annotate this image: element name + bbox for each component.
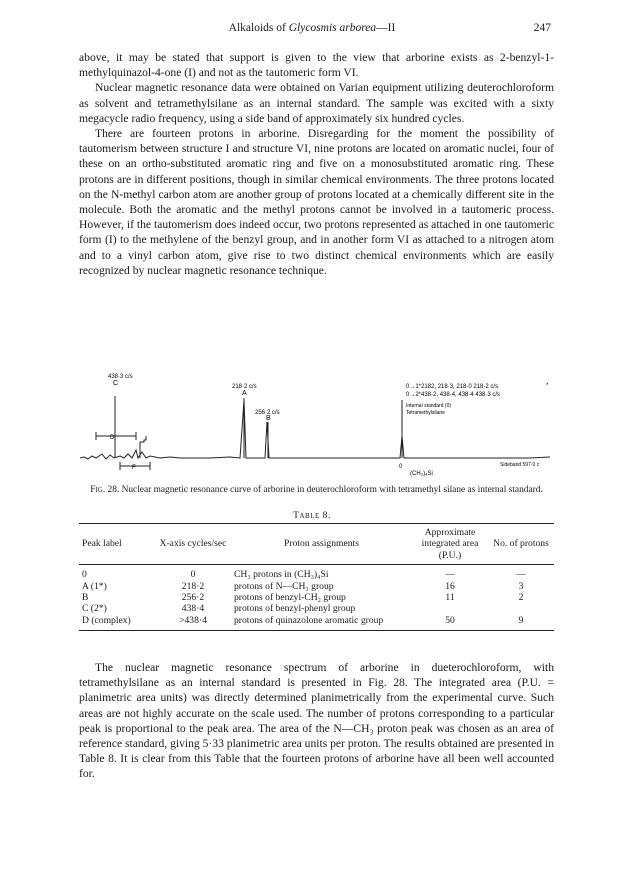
running-title: Alkaloids of Glycosmis arborea—II: [228, 22, 396, 34]
f-label: F: [132, 465, 136, 471]
legend-line-2: 0→2*438·2, 438·4, 438·4 438·3 c/s: [406, 392, 501, 398]
body-text-top: [79, 50, 554, 278]
header-proton-assignments: Proton assignments: [231, 524, 412, 565]
peak-c-letter: C: [113, 380, 119, 387]
d-bracket: [96, 432, 136, 440]
zero-label: 0: [399, 464, 403, 470]
paragraph: above, it may be stated that support is given to the view that arborine exists as 2-benzyl-1-methylquinazol-4-one (I) and not as the tautomeric form VI.: [79, 51, 554, 80]
table-title: Table 8.: [293, 510, 331, 521]
legend-line-1: 0→1*2182, 218·3, 218·0 218·2 c/s: [406, 384, 499, 390]
table-row: C (2*) 438·4 protons of benzyl-phenyl group: [82, 603, 356, 615]
internal-standard-label: Internal standard (0): [406, 403, 452, 409]
caption-text: Nuclear magnetic resonance curve of arborine in deuterochloroform with tetramethyl silane as internal standard.: [121, 485, 543, 495]
peak-a-label: 218·2 c/s: [232, 384, 257, 390]
peak-b-letter: B: [266, 415, 271, 422]
paragraph: Nuclear magnetic resonance data were obtained on Varian equipment utilizing deuterochloroform as solvent and tetramethylsilane as an internal standard. The sample was excited with a sixty megacycle radio frequency, using a side band of approximately six hundred cycles.: [79, 81, 554, 125]
integral-trace: [140, 436, 146, 458]
peak-b-label: 256·2 c/s: [255, 410, 280, 416]
nmr-spectrum-plot: [80, 370, 555, 482]
spectrum-baseline: [80, 400, 550, 459]
sideband-label: Sideband 597·0 c: [500, 462, 540, 468]
d-label: D: [110, 435, 115, 441]
table-header-row: [79, 524, 554, 565]
legend-mark: *: [546, 383, 549, 389]
body-text-bottom: [79, 660, 554, 782]
table-row: B 256·2 protons of benzyl-CH₂ group 11 2: [82, 592, 524, 604]
table-row: D (complex) >438·4 protons of quinazolone aromatic group 50 9: [79, 615, 554, 631]
page-number: 247: [533, 22, 551, 34]
proton-assignment-table: [79, 523, 554, 631]
header-x-axis: X-axis cycles/sec: [155, 524, 231, 565]
caption-label: Fig. 28.: [90, 485, 120, 495]
paragraph: The nuclear magnetic resonance spectrum of arborine in dueterochloroform, with tetramethylsilane as an internal standard is presented in Fig. 28. The integrated area (P.U. = planimetric area units) was directly determined planimetrically from the experimental curve. Such areas are not highly accurate on the scale used. The number of protons corresponding to a particular peak is proportional to the peak area. The area of the N—CH₃ proton peak was chosen as an area of reference standard, giving 5·33 planimetric area units per proton. The results obtained are presented in Table 8. It is clear from this Table that the fourteen protons of arborine have all been well accounted for.: [79, 661, 554, 781]
table-8: [79, 523, 554, 631]
figure-caption: [79, 485, 554, 496]
nmr-spectrum-figure: [80, 370, 555, 482]
tms-label: Tetramethylsilane: [406, 410, 445, 416]
table-row: A (1*) 218·2 protons of N—CH₃ group 16 3: [82, 580, 524, 592]
peak-c-label: 438·3 c/s: [108, 374, 133, 380]
table-row: 0 0 CH₃ protons in (CH₃)₄Si — —: [82, 569, 526, 581]
running-header: [0, 22, 624, 36]
header-no-of-protons: No. of protons: [488, 524, 554, 565]
tms-formula-label: (CH₃)₄Si: [410, 471, 433, 477]
header-peak-label: Peak label: [79, 524, 155, 565]
paragraph: There are fourteen protons in arborine. Disregarding for the moment the possibility of tautomerism between structure I and structure VI, nine protons are located on aromatic nuclei, four of these on an ortho-substituted aromatic ring and five on a monosubstituted aromatic ring. These protons are in different positions, though in similar chemical environments. The three protons located on the N-methyl carbon atom are another group of protons located at a chemically different site in the molecule. Both the aromatic and the methyl protons cannot be involved in a tautomeric process. However, if the tautomerism does indeed occur, two protons represented as attached in one tautomeric form (I) to the methylene of the benzyl group, and in another form VI as attached to a nitrogen atom and to a vinyl carbon atom, give rise to two distinct chemical environments which are easily recognized by nuclear magnetic resonance technique.: [79, 127, 554, 277]
peak-a-letter: A: [242, 390, 247, 397]
header-integrated-area: Approximate integrated area (P.U.): [412, 524, 488, 565]
